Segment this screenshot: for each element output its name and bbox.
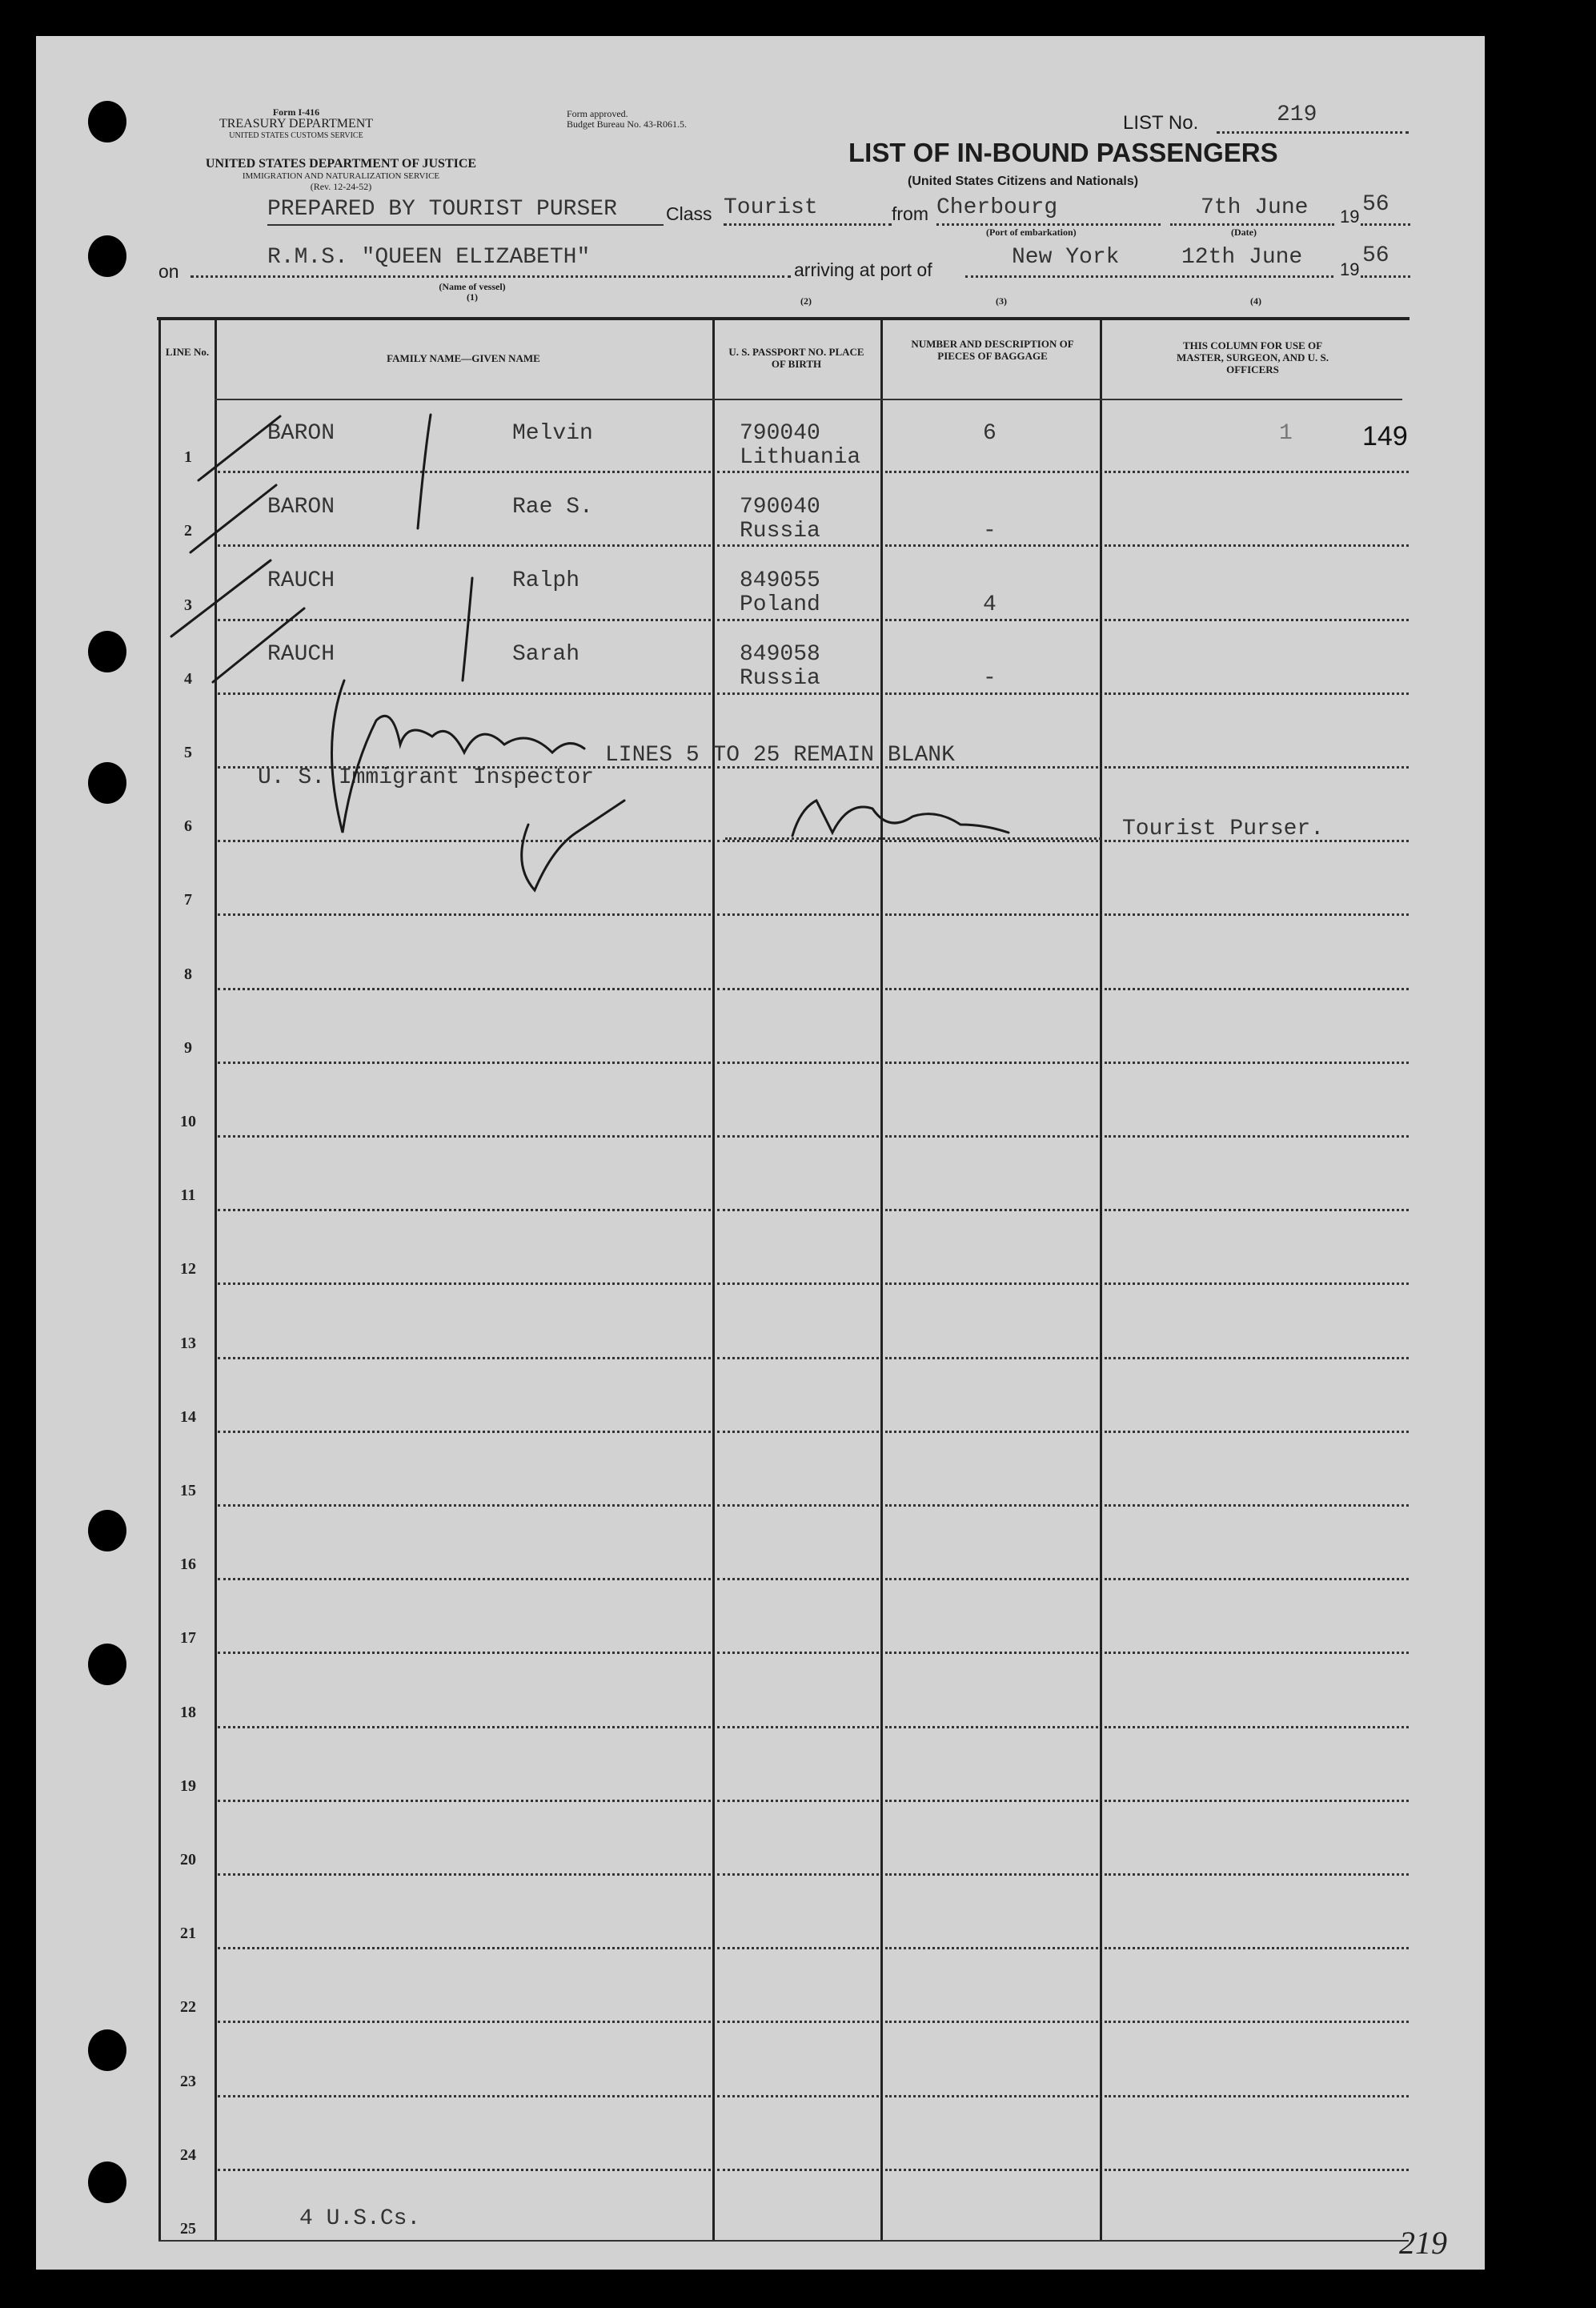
row-separator [717, 1282, 879, 1285]
row-separator [885, 1578, 1098, 1580]
class-line [724, 223, 892, 226]
row-separator [885, 1135, 1098, 1138]
row-4-family: RAUCH [267, 642, 335, 667]
punch-hole [88, 2029, 126, 2071]
line-number: 20 [180, 1851, 196, 1868]
row-separator [1105, 1062, 1409, 1064]
row-separator [218, 2169, 711, 2171]
row-4-baggage: - [983, 666, 996, 691]
row-separator [1105, 2095, 1409, 2097]
row-separator [885, 619, 1098, 621]
header-line-no: LINE No. [165, 346, 210, 358]
line-number: 25 [180, 2220, 196, 2238]
from-label: from [892, 203, 928, 224]
row-separator [1105, 471, 1409, 473]
line-number: 15 [180, 1482, 196, 1499]
approval-block [567, 109, 687, 130]
form-title: LIST OF IN-BOUND PASSENGERS [848, 138, 1278, 167]
vessel-caption: (Name of vessel) [439, 281, 506, 292]
row-separator [717, 619, 879, 621]
budget-bureau: Budget Bureau No. 43-R061.5. [567, 118, 687, 130]
arriving-label: arriving at port of [794, 259, 932, 280]
row-separator [1105, 1135, 1409, 1138]
row-1-birthplace: Lithuania [740, 445, 861, 470]
header-bottom-border [215, 399, 1402, 400]
form-block [216, 107, 376, 141]
justice-block [157, 157, 525, 193]
row-separator [717, 1504, 879, 1507]
date-from: 7th June [1201, 195, 1309, 220]
row-separator [1105, 1357, 1409, 1359]
line-number: 19 [180, 1776, 196, 1795]
row-separator [717, 1873, 879, 1876]
row-separator [218, 544, 711, 547]
table-top-border [157, 317, 1410, 320]
row-separator [1105, 1652, 1409, 1654]
row-separator [885, 913, 1098, 916]
row-separator [717, 2021, 879, 2023]
row-3-family: RAUCH [267, 568, 335, 593]
row-separator [885, 1504, 1098, 1507]
row-separator [218, 692, 711, 695]
row-separator [885, 1062, 1098, 1064]
row-separator [885, 1652, 1098, 1654]
row-separator [717, 1652, 879, 1654]
row-separator [717, 1135, 879, 1138]
punch-hole [88, 1644, 126, 1685]
form-subtitle: (United States Citizens and Nationals) [908, 175, 1139, 188]
row-separator [218, 1578, 711, 1580]
arrival-port: New York [1012, 245, 1120, 270]
list-no-label: LIST No. [1123, 112, 1199, 134]
arrival-date: 12th June [1181, 245, 1303, 270]
row-separator [885, 840, 1098, 842]
purser-signature-line [725, 837, 1101, 840]
row-separator [218, 2021, 711, 2023]
row-separator [885, 988, 1098, 990]
row-separator [218, 1652, 711, 1654]
row-3-birthplace: Poland [740, 592, 820, 617]
row-separator [1105, 1873, 1409, 1876]
row-2-baggage: - [983, 519, 996, 544]
row-separator [885, 544, 1098, 547]
header-family-name: FAMILY NAME—GIVEN NAME [387, 352, 540, 364]
row-4-birthplace: Russia [740, 666, 820, 691]
punch-hole [88, 1510, 126, 1551]
row-separator [218, 1800, 711, 1802]
row-separator [717, 692, 879, 695]
ins-name: IMMIGRATION AND NATURALIZATION SERVICE [242, 171, 440, 181]
row-separator [717, 471, 879, 473]
year-2: 56 [1362, 243, 1389, 268]
row-separator [717, 1357, 879, 1359]
line-number: 22 [180, 1998, 196, 2017]
row-separator [218, 1504, 711, 1507]
baggage-divider [1100, 317, 1102, 2240]
row-separator [885, 2021, 1098, 2023]
col-3-caption: (3) [996, 295, 1007, 307]
line-number: 12 [180, 1260, 196, 1278]
row-separator [717, 1726, 879, 1728]
port-embarkation-caption: (Port of embarkation) [986, 227, 1077, 238]
row-3-passport: 849055 [740, 568, 820, 593]
row-separator [218, 1726, 711, 1728]
line-number: 8 [184, 965, 192, 983]
row-separator [1105, 913, 1409, 916]
row-separator [1105, 1578, 1409, 1580]
header-baggage: NUMBER AND DESCRIPTION OF PIECES OF BAGGAGE [911, 338, 1074, 362]
year-prefix-2: 19 [1340, 259, 1360, 279]
punch-hole [88, 235, 126, 277]
row-separator [218, 1135, 711, 1138]
line-number: 18 [180, 1703, 196, 1721]
vessel-name: R.M.S. "QUEEN ELIZABETH" [267, 245, 591, 270]
date-line [1170, 223, 1334, 226]
line-number: 21 [180, 1925, 196, 1943]
punch-hole [88, 762, 126, 804]
date-caption: (Date) [1231, 227, 1257, 238]
row-separator [885, 1282, 1098, 1285]
row-separator [1105, 1726, 1409, 1728]
row-separator [885, 1209, 1098, 1211]
row-separator [717, 988, 879, 990]
on-label: on [158, 261, 179, 282]
row-separator [218, 1282, 711, 1285]
punch-hole [88, 101, 126, 142]
row-separator [717, 840, 879, 842]
line-number: 9 [184, 1038, 192, 1057]
row-separator [218, 471, 711, 473]
year-prefix-1: 19 [1340, 207, 1360, 227]
row-separator [1105, 1947, 1409, 1949]
header-passport: U. S. PASSPORT NO. PLACE OF BIRTH [728, 346, 864, 370]
table-bottom-border [158, 2240, 1409, 2242]
row-separator [717, 544, 879, 547]
total-citizens: 4 U.S.Cs. [299, 2206, 421, 2231]
punch-hole [88, 631, 126, 672]
purser-title: Tourist Purser. [1122, 817, 1325, 841]
arrival-line [965, 275, 1333, 278]
vessel-caption-block [424, 282, 520, 303]
line-number: 5 [184, 744, 192, 761]
row-separator [1105, 544, 1409, 547]
row-separator [218, 1357, 711, 1359]
row-separator [1105, 766, 1409, 769]
line-number: 23 [180, 2072, 196, 2090]
row-separator [885, 692, 1098, 695]
row-separator [1105, 1800, 1409, 1802]
line-number: 3 [184, 596, 192, 614]
row-separator [1105, 1282, 1409, 1285]
row-2-birthplace: Russia [740, 519, 820, 544]
from-line [936, 223, 1161, 226]
row-separator [218, 1873, 711, 1876]
row-1-given: Melvin [512, 421, 593, 446]
prepared-by: PREPARED BY TOURIST PURSER [267, 197, 617, 222]
side-number: 149 [1362, 421, 1408, 452]
col-4-caption: (4) [1250, 295, 1261, 307]
header-officers: THIS COLUMN FOR USE OF MASTER, SURGEON, AND U. S. OFFICERS [1177, 339, 1329, 375]
treasury-department: TREASURY DEPARTMENT [219, 117, 374, 130]
vessel-line [190, 275, 791, 278]
row-2-family: BARON [267, 495, 335, 520]
row-separator [218, 1431, 711, 1433]
line-number: 11 [180, 1186, 196, 1205]
line-number: 2 [184, 522, 192, 540]
row-separator [885, 1726, 1098, 1728]
row-3-given: Ralph [512, 568, 580, 593]
year-1: 56 [1362, 192, 1389, 217]
revision: (Rev. 12-24-52) [310, 181, 372, 192]
row-separator [885, 1357, 1098, 1359]
row-2-passport: 790040 [740, 495, 820, 520]
row-separator [218, 988, 711, 990]
line-number: 14 [180, 1407, 196, 1426]
line-number: 24 [180, 2145, 196, 2164]
row-separator [218, 619, 711, 621]
row-separator [1105, 692, 1409, 695]
row-separator [218, 1209, 711, 1211]
row-separator [1105, 2169, 1409, 2171]
col-2-caption: (2) [800, 295, 812, 307]
inspector-title: U. S. Immigrant Inspector [258, 765, 595, 790]
row-separator [717, 913, 879, 916]
line-number: 16 [180, 1555, 196, 1574]
customs-service: UNITED STATES CUSTOMS SERVICE [229, 131, 363, 140]
row-4-passport: 849058 [740, 642, 820, 667]
class-value: Tourist [724, 195, 818, 220]
corner-note: 219 [1399, 2225, 1447, 2261]
line-number: 6 [184, 817, 192, 836]
row-separator [1105, 1431, 1409, 1433]
punch-hole [88, 2161, 126, 2203]
row-2-given: Rae S. [512, 495, 593, 520]
line-number: 7 [184, 891, 192, 909]
col-1-caption: (1) [467, 291, 478, 303]
prepared-by-underline [267, 224, 664, 226]
row-separator [218, 1947, 711, 1949]
row-separator [717, 1431, 879, 1433]
row-separator [1105, 988, 1409, 990]
row-separator [885, 2169, 1098, 2171]
row-separator [885, 1947, 1098, 1949]
list-no-value: 219 [1277, 102, 1317, 127]
form-number: Form I-416 [272, 106, 320, 118]
row-separator [717, 1062, 879, 1064]
row-separator [218, 1062, 711, 1064]
row-separator [218, 840, 711, 842]
row-separator [717, 1947, 879, 1949]
row-4-given: Sarah [512, 642, 580, 667]
row-separator [885, 471, 1098, 473]
row-separator [717, 2169, 879, 2171]
row-separator [1105, 2021, 1409, 2023]
row-separator [885, 1431, 1098, 1433]
row-separator [1105, 1504, 1409, 1507]
line-number: 4 [184, 669, 192, 688]
row-separator [885, 1873, 1098, 1876]
from-value: Cherbourg [936, 195, 1058, 220]
row-separator [885, 1800, 1098, 1802]
form-approved: Form approved. [567, 108, 628, 119]
name-divider [712, 317, 715, 2240]
row-1-baggage: 6 [983, 421, 996, 446]
officer-mark: 1 [1279, 421, 1293, 446]
row-separator [1105, 619, 1409, 621]
row-separator [717, 1209, 879, 1211]
row-separator [717, 2095, 879, 2097]
row-3-baggage: 4 [983, 592, 996, 617]
list-no-line [1217, 131, 1409, 134]
year-1-line [1361, 223, 1410, 226]
row-separator [717, 1578, 879, 1580]
row-separator [218, 2095, 711, 2097]
row-1-passport: 790040 [740, 421, 820, 446]
row-separator [717, 1800, 879, 1802]
year-2-line [1361, 275, 1410, 278]
department-of-justice: UNITED STATES DEPARTMENT OF JUSTICE [205, 157, 477, 171]
line-number: 13 [180, 1334, 196, 1352]
row-separator [1105, 1209, 1409, 1211]
row-1-family: BARON [267, 421, 335, 446]
row-separator [885, 2095, 1098, 2097]
row-separator [218, 913, 711, 916]
line-number: 17 [180, 1629, 196, 1648]
line-number: 10 [180, 1113, 196, 1130]
line-number: 1 [184, 448, 192, 467]
class-label: Class [666, 203, 712, 224]
passport-divider [880, 317, 883, 2240]
remain-blank-note: LINES 5 TO 25 REMAIN BLANK [605, 743, 955, 768]
